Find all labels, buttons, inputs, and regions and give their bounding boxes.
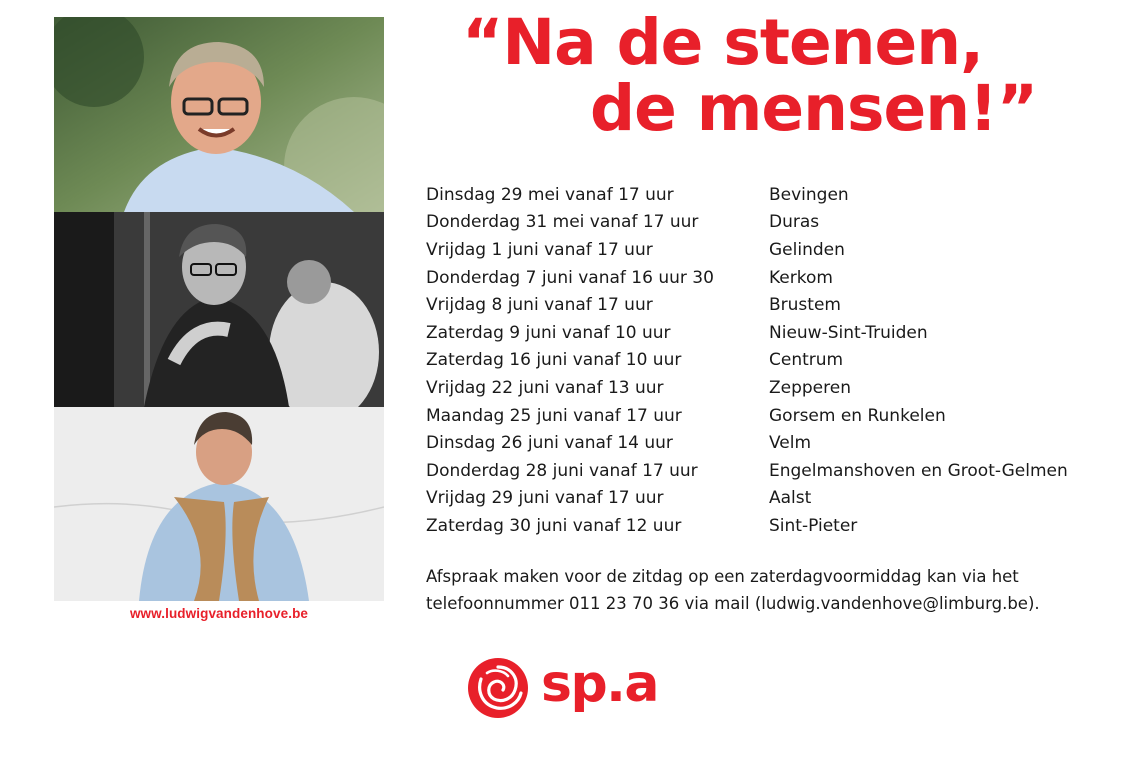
portrait-photo-outdoor: [54, 17, 384, 212]
contact-note-line-2: telefoonnummer 011 23 70 36 via mail (ludwig.vandenhove@limburg.be).: [426, 594, 1040, 613]
schedule-row: [426, 236, 1106, 264]
schedule-row: [426, 429, 1106, 457]
schedule-location: Kerkom: [769, 267, 833, 288]
schedule-row: [426, 319, 1106, 347]
schedule-location: Zepperen: [769, 377, 851, 398]
schedule-date: Donderdag 7 juni vanaf 16 uur 30: [426, 267, 714, 288]
portrait-photo-bw: [54, 212, 384, 407]
schedule-row: [426, 264, 1106, 292]
schedule-location: Centrum: [769, 350, 844, 371]
schedule-row: [426, 181, 1106, 209]
schedule-date: Vrijdag 8 juni vanaf 17 uur: [426, 295, 653, 316]
schedule-location: Brustem: [769, 295, 841, 316]
schedule-date: Zaterdag 30 juni vanaf 12 uur: [426, 515, 682, 536]
headline-line-2: de mensen!”: [590, 72, 1038, 145]
schedule-date: Dinsdag 29 mei vanaf 17 uur: [426, 184, 674, 205]
rose-icon: [467, 657, 529, 719]
schedule-row: [426, 402, 1106, 430]
website-link[interactable]: www.ludwigvandenhove.be: [129, 606, 309, 621]
schedule-date: Vrijdag 1 juni vanaf 17 uur: [426, 239, 653, 260]
schedule-date: Donderdag 31 mei vanaf 17 uur: [426, 212, 699, 233]
schedule-row: [426, 374, 1106, 402]
portrait-photo-wall: [54, 407, 384, 601]
schedule-date: Donderdag 28 juni vanaf 17 uur: [426, 460, 698, 481]
schedule-row: [426, 485, 1106, 513]
schedule-date: Zaterdag 16 juni vanaf 10 uur: [426, 350, 682, 371]
schedule-row: [426, 512, 1106, 540]
schedule-location: Gelinden: [769, 239, 845, 260]
schedule-location: Bevingen: [769, 184, 849, 205]
schedule-location: Sint-Pieter: [769, 515, 858, 536]
schedule-location: Velm: [769, 433, 812, 454]
schedule-table: [426, 181, 1106, 540]
schedule-location: Aalst: [769, 488, 812, 509]
schedule-row: [426, 209, 1106, 237]
schedule-row: [426, 457, 1106, 485]
schedule-location: Gorsem en Runkelen: [769, 405, 946, 426]
schedule-row: [426, 291, 1106, 319]
schedule-date: Vrijdag 29 juni vanaf 17 uur: [426, 488, 664, 509]
schedule-date: Dinsdag 26 juni vanaf 14 uur: [426, 433, 673, 454]
schedule-row: [426, 347, 1106, 375]
schedule-location: Nieuw-Sint-Truiden: [769, 322, 928, 343]
headline: [440, 6, 1100, 145]
spa-logo: [467, 656, 658, 720]
contact-note: [426, 563, 1106, 617]
schedule-location: Duras: [769, 212, 820, 233]
contact-note-line-1: Afspraak maken voor de zitdag op een zaterdagvoormiddag kan via het: [426, 567, 1019, 586]
headline-line-1: “Na de stenen,: [462, 6, 984, 79]
logo-text: sp.a: [541, 654, 659, 714]
schedule-date: Zaterdag 9 juni vanaf 10 uur: [426, 322, 671, 343]
schedule-location: Engelmanshoven en Groot-Gelmen: [769, 460, 1068, 481]
schedule-date: Maandag 25 juni vanaf 17 uur: [426, 405, 682, 426]
schedule-date: Vrijdag 22 juni vanaf 13 uur: [426, 377, 664, 398]
